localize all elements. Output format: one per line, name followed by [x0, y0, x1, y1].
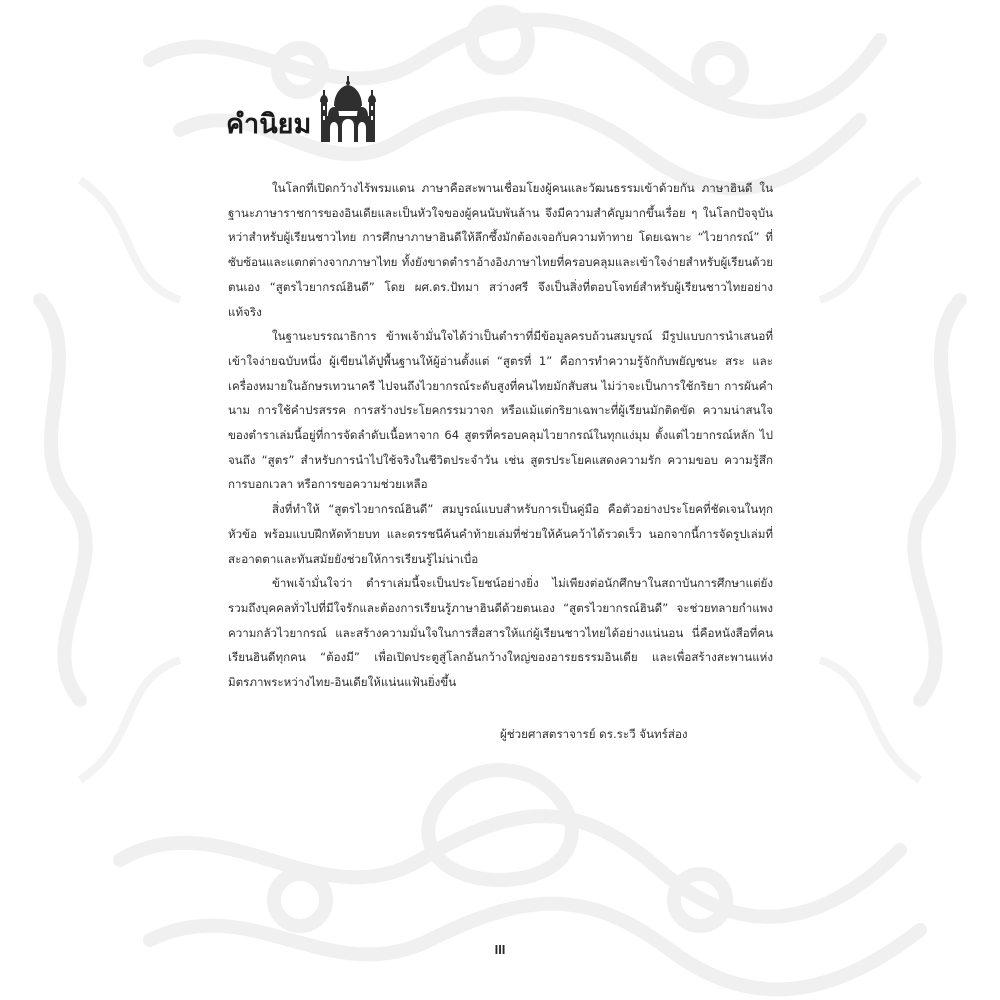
- author-signature: ผู้ช่วยศาสตราจารย์ ดร.ระวี จันทร์ส่อง: [500, 727, 688, 741]
- paragraph: ข้าพเจ้ามั่นใจว่า ตำราเล่มนี้จะเป็นประโยชน์อย่างยิ่ง ไม่เพียงต่อนักศึกษาในสถาบันการศึกษาแต่ยังรวมถึงบุคคลทั่วไปที่มีใจรักและต้องการเรียนรู้ภาษาฮินดีด้วยตนเอง “สูตรไวยากรณ์ฮินดี” จะช่วยทลายกำแพงความกลัวไวยากรณ์ และสร้างความมั่นใจในการสื่อสารให้แก่ผู้เรียนชาวไทยได้อย่างแน่นอน นี่คือหนังสือที่คนเรียนฮินดีทุกคน “ต้องมี” เพื่อเปิดประตูสู่โลกอันกว้างใหญ่ของอารยธรรมอินเดีย และเพื่อสร้างสะพานแห่งมิตรภาพระหว่างไทย-อินเดียให้แน่นแฟ้นยิ่งขึ้น: [228, 576, 773, 690]
- foreword-body: [228, 176, 773, 695]
- heading-row: [226, 74, 379, 144]
- page-number: III: [494, 942, 506, 957]
- page-title: คำนิยม: [226, 109, 312, 140]
- paragraph: ในโลกที่เปิดกว้างไร้พรมแดน ภาษาคือสะพานเชื่อมโยงผู้คนและวัฒนธรรมเข้าด้วยกัน ภาษาฮินดี ในฐานะภาษาราชการของอินเดียและเป็นหัวใจของผู้คนนับพันล้าน จึงมีความสำคัญมากขึ้นเรื่อย ๆ ในโลกปัจจุบัน หว่าสำหรับผู้เรียนชาวไทย การศึกษาภาษาฮินดีให้ลึกซึ้งมักต้องเจอกับความท้าทาย โดยเฉพาะ “ไวยากรณ์” ที่ซับซ้อนและแตกต่างจากภาษาไทย ทั้งยังขาดตำราอ้างอิงภาษาไทยที่ครอบคลุมและเข้าใจง่ายสำหรับผู้เรียนด้วยตนเอง “สูตรไวยากรณ์ฮินดี” โดย ผศ.ดร.ปัทมา สว่างศรี จึงเป็นสิ่งที่ตอบโจทย์สำหรับผู้เรียนชาวไทยอย่างแท้จริง: [228, 181, 773, 319]
- paragraph: ในฐานะบรรณาธิการ ข้าพเจ้ามั่นใจได้ว่าเป็นตำราที่มีข้อมูลครบถ้วนสมบูรณ์ มีรูปแบบการนำเสนอที่เข้าใจง่ายฉบับหนึ่ง ผู้เขียนได้ปูพื้นฐานให้ผู้อ่านตั้งแต่ “สูตรที่ 1” คือการทำความรู้จักกับพยัญชนะ สระ และเครื่องหมายในอักษรเทวนาครี ไปจนถึงไวยากรณ์ระดับสูงที่คนไทยมักสับสน ไม่ว่าจะเป็นการใช้กริยา การผันคำนาม การใช้คำปรสรรค การสร้างประโยคกรรมวาจก หรือแม้แต่กริยาเฉพาะที่ผู้เรียนมักติดขัด ความน่าสนใจของตำราเล่มนี้อยู่ที่การจัดลำดับเนื้อหาจาก 64 สูตรที่ครอบคลุมไวยากรณ์ในทุกแง่มุม ตั้งแต่ไวยากรณ์หลัก ไปจนถึง “สูตร” สำหรับการนำไปใช้จริงในชีวิตประจำวัน เช่น สูตรประโยคแสดงความรัก ความขอบ ความรู้สึก การบอกเวลา หรือการขอความช่วยเหลือ: [228, 329, 773, 492]
- mosque-icon: [317, 76, 379, 144]
- paragraph: สิ่งที่ทำให้ “สูตรไวยากรณ์ฮินดี” สมบูรณ์แบบสำหรับการเป็นคู่มือ คือตัวอย่างประโยคที่ชัดเจนในทุกหัวข้อ พร้อมแบบฝึกหัดท้ายบท และดรรชนีค้นคำท้ายเล่มที่ช่วยให้ค้นคว้าได้รวดเร็ว นอกจากนี้การจัดรูปเล่มที่สะอาดตาและทันสมัยยังช่วยให้การเรียนรู้ไม่น่าเบื่อ: [228, 502, 773, 566]
